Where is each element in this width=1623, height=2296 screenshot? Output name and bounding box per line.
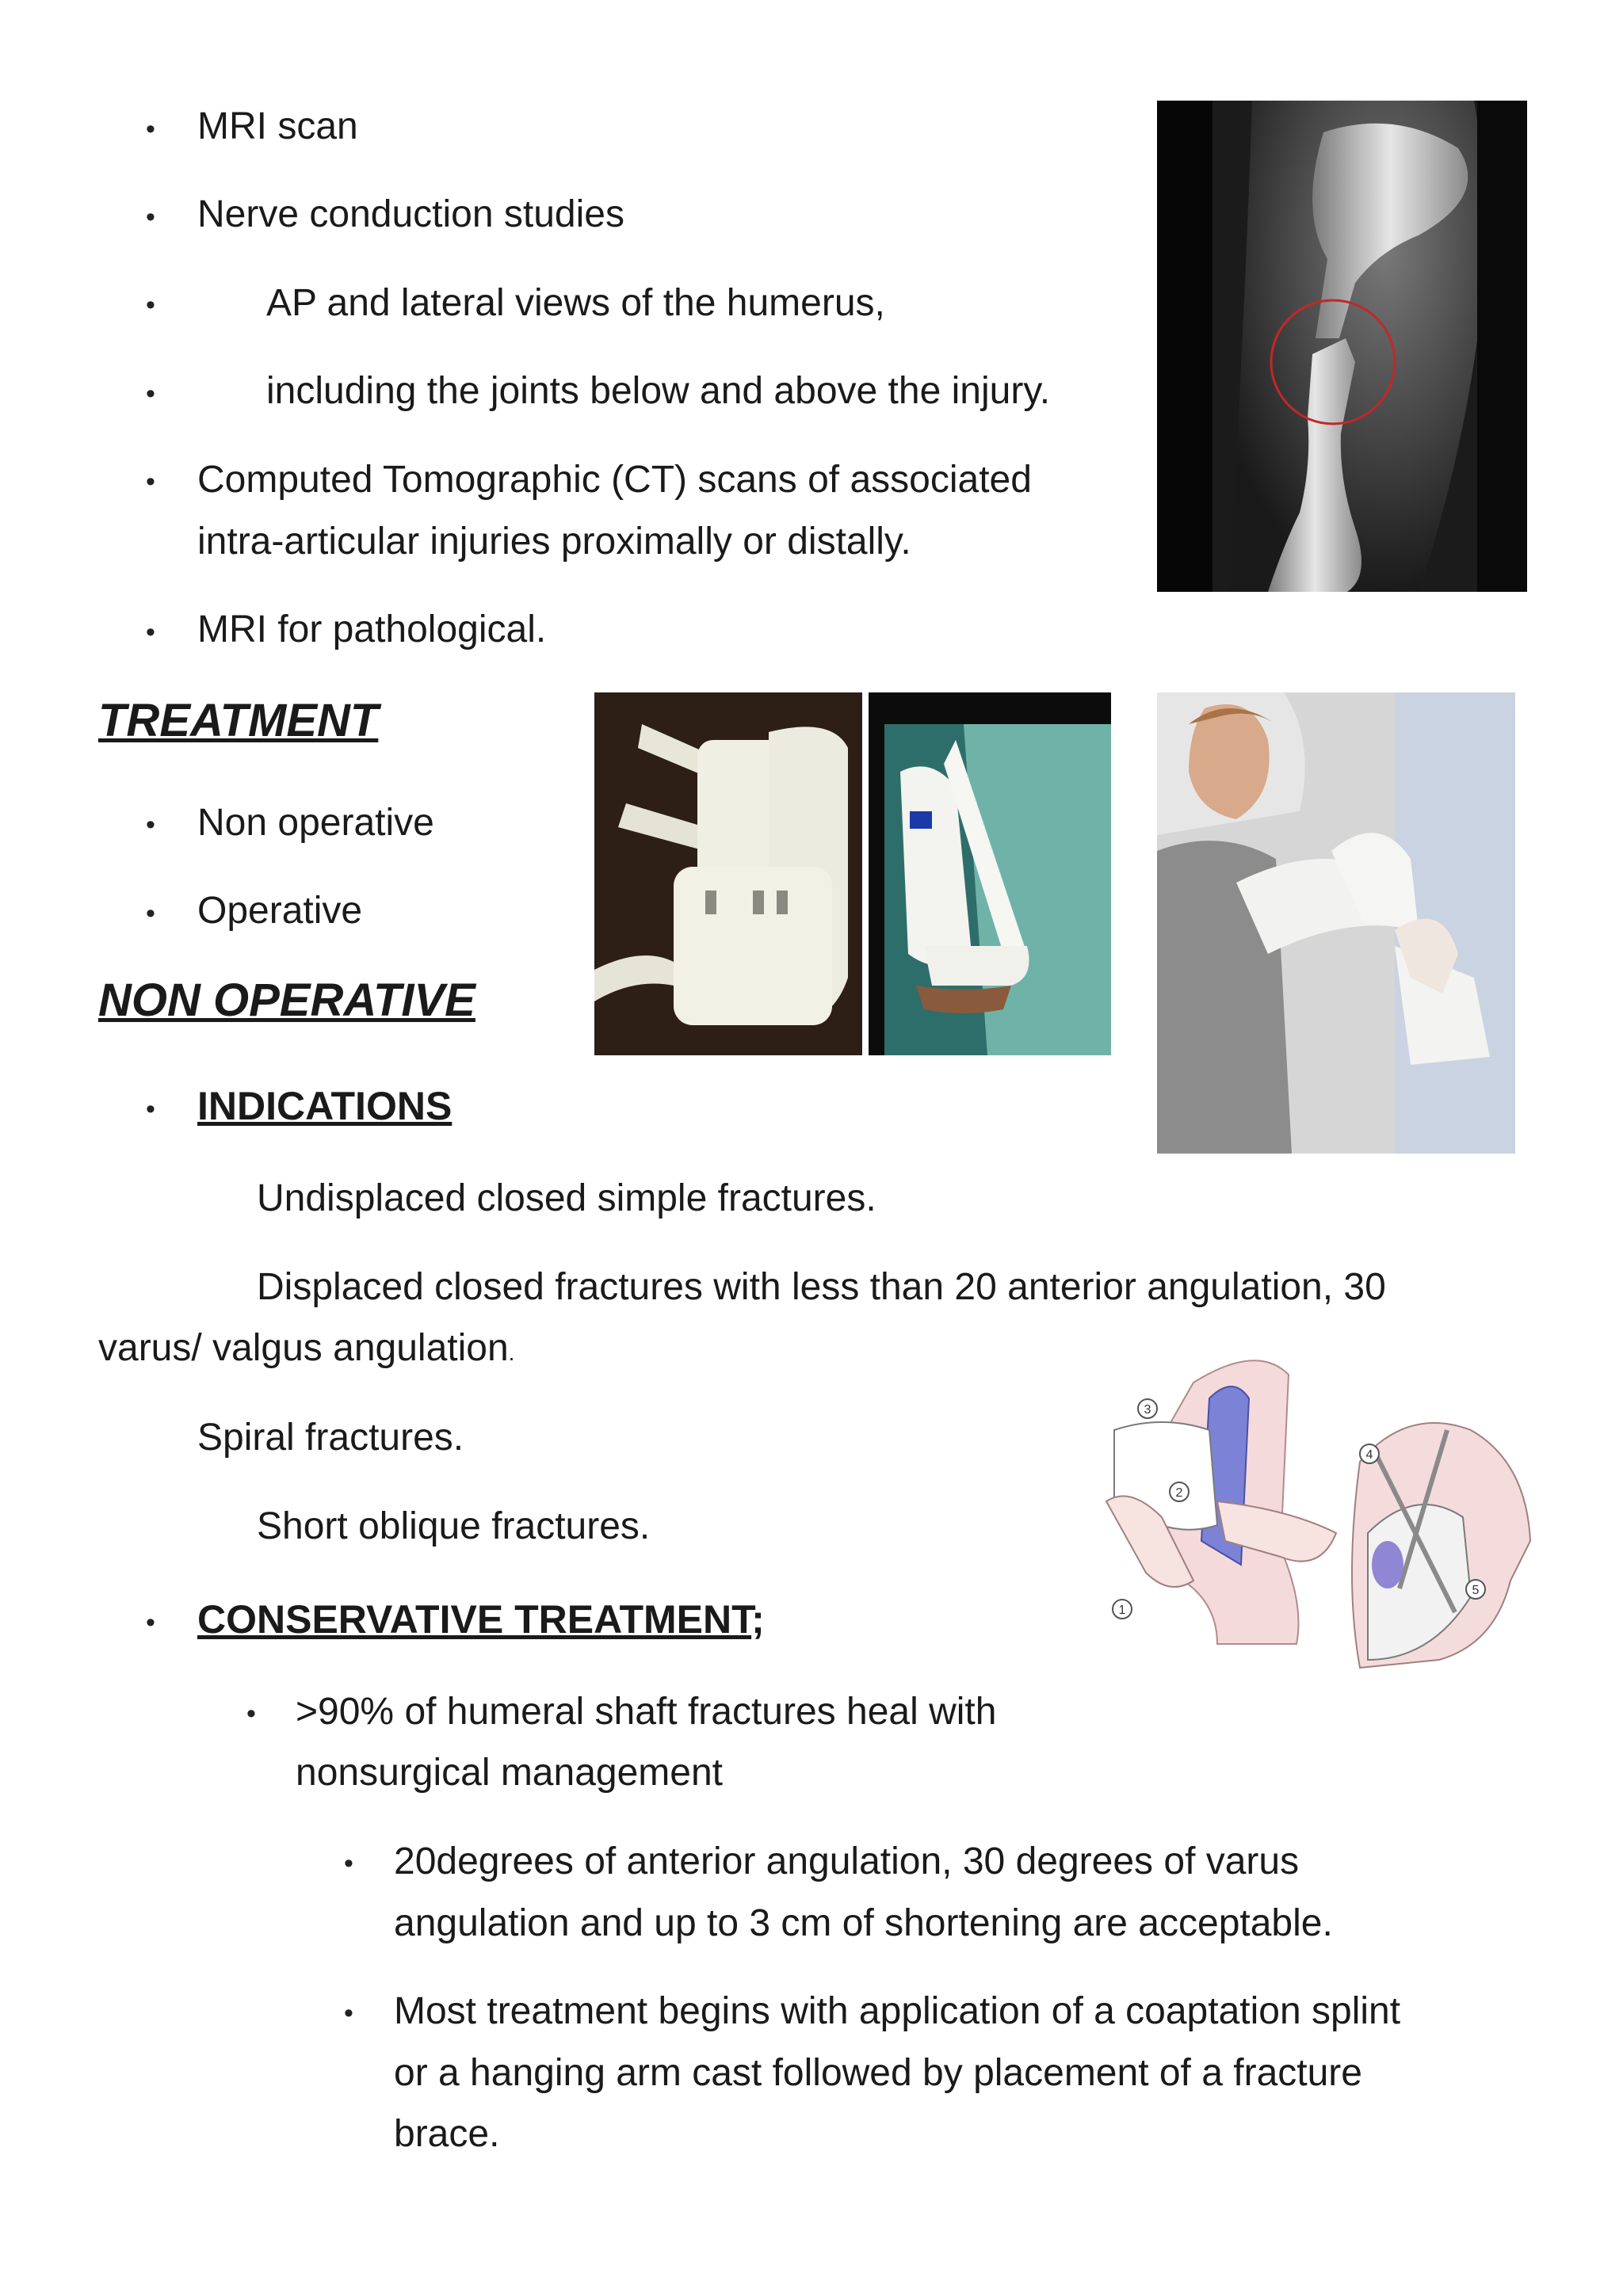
indication-short-oblique: Short oblique fractures. [257, 1505, 651, 1547]
bullet: • [146, 467, 155, 497]
diagram-label-2: 2 [1175, 1486, 1183, 1500]
list-item-ct-line2: intra-articular injuries proximally or distally. [197, 521, 911, 563]
section-heading-treatment: TREATMENT [98, 695, 379, 746]
coaptation-splint-diagram [1098, 1343, 1534, 1671]
list-item-non-operative: Non operative [197, 802, 434, 844]
detail-treatment-line2: or a hanging arm cast followed by placement of a fracture [394, 2052, 1362, 2094]
indication-displaced-line2: varus/ valgus angulation. [98, 1327, 515, 1369]
patient-in-sling-image [869, 692, 1111, 1055]
diagram-label-3: 3 [1144, 1403, 1151, 1417]
bullet: • [146, 202, 155, 232]
bullet: • [146, 617, 155, 647]
bullet: • [146, 1608, 155, 1638]
bullet: • [344, 1848, 353, 1878]
list-item-ap-lateral: AP and lateral views of the humerus, [266, 282, 885, 324]
bullet: • [146, 1094, 155, 1124]
subheading-indications: INDICATIONS [197, 1084, 453, 1128]
detail-angulation-line2: angulation and up to 3 cm of shortening are acceptable. [394, 1902, 1333, 1944]
subheading-conservative: CONSERVATIVE TREATMENT; [197, 1597, 765, 1642]
indication-displaced-line1: Displaced closed fractures with less than 20 anterior angulation, 30 [257, 1266, 1386, 1308]
diagram-label-4: 4 [1365, 1448, 1373, 1462]
bullet: • [146, 290, 155, 320]
bullet: • [344, 1998, 353, 2028]
list-item-ct-line1: Computed Tomographic (CT) scans of associated [197, 459, 1032, 501]
cast-application-image [1157, 692, 1515, 1154]
bullet: • [146, 114, 155, 144]
detail-treatment-line1: Most treatment begins with application of a coaptation splint [394, 1990, 1401, 2032]
conservative-point-line2: nonsurgical management [296, 1752, 723, 1794]
diagram-label-1: 1 [1118, 1604, 1126, 1617]
detail-treatment-line3: brace. [394, 2113, 500, 2155]
indication-spiral: Spiral fractures. [197, 1417, 464, 1459]
bullet: • [146, 810, 155, 840]
list-item-nerve-conduction: Nerve conduction studies [197, 193, 624, 235]
list-item-mri-pathological: MRI for pathological. [197, 608, 547, 650]
bullet: • [246, 1699, 256, 1729]
section-heading-non-operative: NON OPERATIVE [98, 974, 475, 1026]
conservative-point-line1: >90% of humeral shaft fractures heal with [296, 1691, 997, 1733]
list-item-joints: including the joints below and above the injury. [266, 370, 1051, 412]
indication-undisplaced: Undisplaced closed simple fractures. [257, 1177, 876, 1219]
detail-angulation-line1: 20degrees of anterior angulation, 30 degrees of varus [394, 1840, 1300, 1882]
functional-brace-image [594, 692, 862, 1055]
humerus-xray-image [1157, 101, 1527, 592]
list-item-mri-scan: MRI scan [197, 105, 358, 147]
bullet: • [146, 379, 155, 409]
bullet: • [146, 898, 155, 929]
list-item-operative: Operative [197, 890, 363, 932]
diagram-label-5: 5 [1472, 1584, 1480, 1597]
